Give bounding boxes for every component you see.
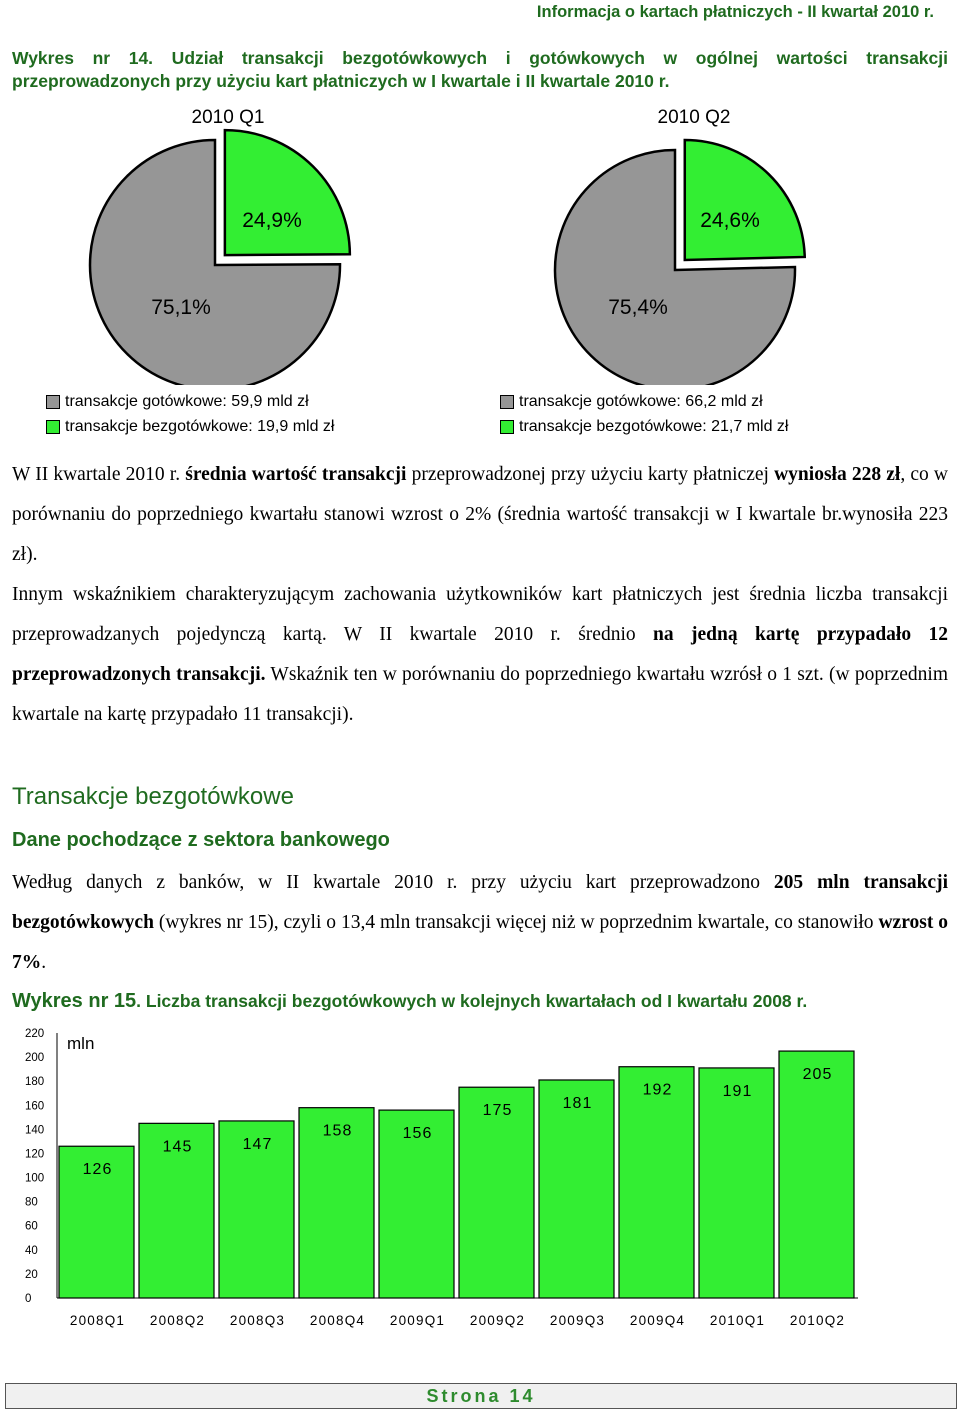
y-tick-label: 180 bbox=[25, 1076, 45, 1089]
bar-value-label: 145 bbox=[162, 1138, 193, 1156]
figure-15-lead: Wykres nr 15 bbox=[12, 990, 137, 1012]
bar-value-label: 191 bbox=[722, 1082, 753, 1100]
text-run-bold: wyniosła 228 zł bbox=[774, 464, 901, 485]
x-tick-label: 2010Q2 bbox=[789, 1313, 846, 1328]
bar-chart bbox=[0, 1020, 960, 1340]
text-run: (wykres nr 15), czyli o 13,4 mln transakcji więcej niż w poprzednim kwartale, co stanowiło bbox=[153, 912, 879, 933]
x-tick-label: 2008Q1 bbox=[69, 1313, 126, 1328]
x-tick-label: 2009Q4 bbox=[629, 1313, 686, 1328]
pie-title: 2010 Q2 bbox=[657, 107, 731, 128]
legend-item-cash bbox=[500, 389, 788, 414]
x-tick-label: 2008Q4 bbox=[309, 1313, 366, 1328]
text-run: przeprowadzonej przy użyciu karty płatniczej bbox=[406, 464, 775, 485]
y-tick-label: 140 bbox=[25, 1124, 45, 1137]
text-run: Innym wskaźnikiem charakteryzującym zachowania użytkowników kart płatniczych jest średnia liczba transakcji przeprowadzanych pojedynczą kartą. W II kwartale 2010 r. średnio bbox=[12, 584, 948, 645]
y-tick-label: 120 bbox=[25, 1148, 45, 1161]
pie-slice-cashless bbox=[225, 130, 350, 255]
bar-value-label: 175 bbox=[482, 1102, 513, 1120]
section-title: Transakcje bezgotówkowe bbox=[12, 783, 294, 810]
bar-value-label: 126 bbox=[82, 1161, 113, 1179]
legend-swatch-cashless bbox=[500, 420, 514, 434]
text-run-bold: na jedną kartę przypadało 12 przeprowadzonych transakcji. bbox=[12, 624, 948, 685]
text-run: Według danych z banków, w II kwartale 2010 r. przy użyciu kart przeprowadzono bbox=[12, 872, 774, 893]
bar bbox=[619, 1067, 694, 1298]
paragraph-transactions-per-card bbox=[12, 575, 948, 735]
y-axis-unit: mln bbox=[67, 1034, 95, 1053]
x-tick-label: 2008Q2 bbox=[149, 1313, 206, 1328]
legend-item-cashless bbox=[500, 414, 788, 439]
text-run: , co w porównaniu do poprzedniego kwartału stanowi wzrost o 2% (średnia wartość transakcji w I kwartale br.wynosiła 223 zł). bbox=[12, 464, 948, 565]
y-tick-label: 60 bbox=[25, 1220, 38, 1233]
bar bbox=[779, 1051, 854, 1298]
body-text-2 bbox=[12, 863, 948, 983]
y-tick-label: 200 bbox=[25, 1052, 45, 1065]
x-tick-label: 2009Q1 bbox=[389, 1313, 446, 1328]
y-tick-label: 220 bbox=[25, 1028, 45, 1040]
figure-15-title bbox=[12, 990, 807, 1013]
x-tick-label: 2008Q3 bbox=[229, 1313, 286, 1328]
legend-item-cash bbox=[46, 389, 334, 414]
legend-swatch-cash bbox=[46, 395, 60, 409]
legend-swatch-cash bbox=[500, 395, 514, 409]
legend-label: transakcje bezgotówkowe: 21,7 mld zł bbox=[519, 417, 789, 435]
bar bbox=[699, 1068, 774, 1298]
page-number: Strona 14 bbox=[426, 1386, 536, 1406]
pie-label-cash: 75,4% bbox=[608, 296, 668, 319]
y-tick-label: 40 bbox=[25, 1244, 38, 1257]
bar-value-label: 156 bbox=[402, 1125, 433, 1143]
legend-q2 bbox=[500, 389, 788, 439]
text-run: . bbox=[41, 952, 47, 973]
y-tick-label: 0 bbox=[25, 1293, 32, 1305]
document-header: Informacja o kartach płatniczych - II kwartał 2010 r. bbox=[536, 3, 934, 21]
page-footer bbox=[5, 1383, 957, 1409]
pie-label-cashless: 24,9% bbox=[242, 209, 302, 232]
y-tick-label: 160 bbox=[25, 1100, 45, 1113]
legend-label: transakcje gotówkowe: 59,9 mld zł bbox=[65, 392, 309, 410]
legend-q1 bbox=[46, 389, 334, 439]
section-subtitle: Dane pochodzące z sektora bankowego bbox=[12, 829, 390, 851]
legend-label: transakcje bezgotówkowe: 19,9 mld zł bbox=[65, 417, 335, 435]
text-run: Wskaźnik ten w porównaniu do poprzedniego kwartału wzrósł o 1 szt. (w poprzednim kwartale na kartę przypadało 11 transakcji). bbox=[12, 664, 948, 725]
body-text-1 bbox=[12, 455, 948, 735]
legend-label: transakcje gotówkowe: 66,2 mld zł bbox=[519, 392, 763, 410]
bar bbox=[539, 1080, 614, 1298]
text-run-bold: 205 mln transakcji bezgotówkowych bbox=[12, 872, 948, 933]
legend-swatch-cashless bbox=[46, 420, 60, 434]
pie-title: 2010 Q1 bbox=[191, 107, 265, 128]
pie-slice-cashless bbox=[685, 140, 805, 260]
bar-value-label: 158 bbox=[322, 1122, 353, 1140]
pie-charts bbox=[0, 95, 960, 385]
pie-label-cashless: 24,6% bbox=[700, 209, 760, 232]
bar-value-label: 181 bbox=[562, 1094, 593, 1112]
y-tick-label: 80 bbox=[25, 1196, 38, 1209]
figure-15-caption: . Liczba transakcji bezgotówkowych w kolejnych kwartałach od I kwartału 2008 r. bbox=[136, 991, 808, 1011]
x-tick-label: 2009Q3 bbox=[549, 1313, 606, 1328]
y-tick-label: 100 bbox=[25, 1172, 45, 1185]
legend-item-cashless bbox=[46, 414, 334, 439]
bar-value-label: 205 bbox=[802, 1066, 833, 1084]
paragraph-cashless-count bbox=[12, 863, 948, 983]
text-run-bold: średnia wartość transakcji bbox=[185, 464, 407, 485]
y-tick-label: 20 bbox=[25, 1268, 38, 1281]
x-tick-label: 2009Q2 bbox=[469, 1313, 526, 1328]
bar-value-label: 192 bbox=[642, 1081, 673, 1099]
x-tick-label: 2010Q1 bbox=[709, 1313, 766, 1328]
text-run-bold: wzrost o 7% bbox=[12, 912, 949, 973]
bar-value-label: 147 bbox=[242, 1135, 273, 1153]
text-run: W II kwartale 2010 r. bbox=[12, 464, 186, 485]
paragraph-average-value bbox=[12, 455, 948, 575]
figure-14-title: Wykres nr 14. Udział transakcji bezgotówkowych i gotówkowych w ogólnej wartości transakcji przeprowadzonych przy użyciu kart płatniczych w I kwartale i II kwartale 2010 r. bbox=[12, 48, 948, 91]
pie-label-cash: 75,1% bbox=[151, 296, 211, 319]
